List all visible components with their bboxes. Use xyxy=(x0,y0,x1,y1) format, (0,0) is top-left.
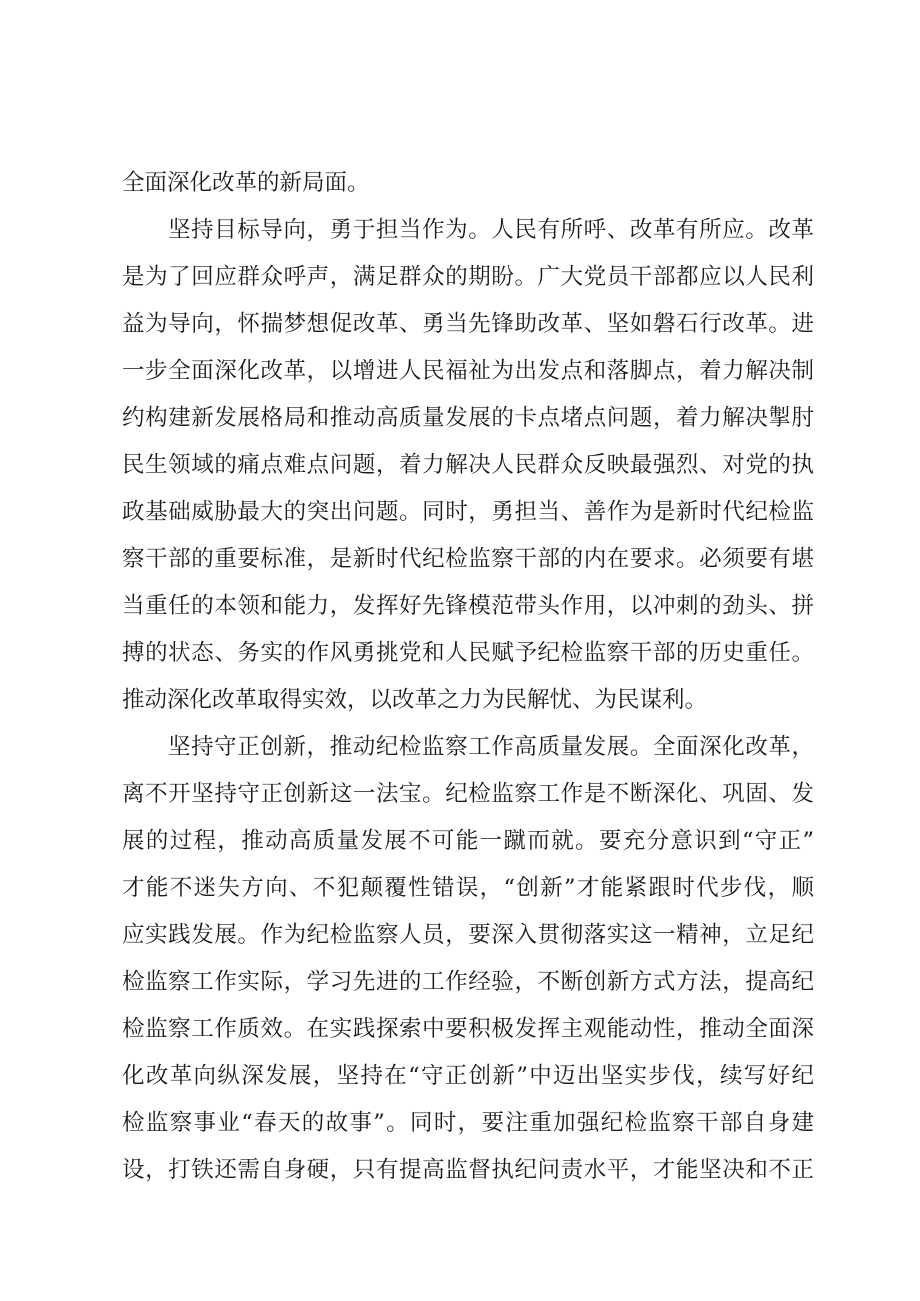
text-line: 检监察工作质效。在实践探索中要积极发挥主观能动性，推动全面深 xyxy=(122,1016,814,1042)
text-line: 检监察事业“春天的故事”。同时，要注重加强纪检监察干部自身建 xyxy=(122,1110,814,1136)
text-line: 应实践发展。作为纪检监察人员，要深入贯彻落实这一精神，立足纪 xyxy=(122,922,814,948)
text-line: 当重任的本领和能力，发挥好先锋模范带头作用，以冲刺的劲头、拼 xyxy=(122,593,814,619)
text-line: 搏的状态、务实的作风勇挑党和人民赋予纪检监察干部的历史重任。 xyxy=(122,640,814,666)
text-line: 民生领域的痛点难点问题，着力解决人民群众反映最强烈、对党的执 xyxy=(122,452,814,478)
text-line: 全面深化改革的新局面。 xyxy=(122,170,370,196)
text-line: 益为导向，怀揣梦想促改革、勇当先锋助改革、坚如磐石行改革。进 xyxy=(122,311,814,337)
text-line: 坚持目标导向，勇于担当作为。人民有所呼、改革有所应。改革 xyxy=(168,217,814,243)
text-line: 是为了回应群众呼声，满足群众的期盼。广大党员干部都应以人民利 xyxy=(122,264,814,290)
text-line: 约构建新发展格局和推动高质量发展的卡点堵点问题，着力解决掣肘 xyxy=(122,405,814,431)
text-line: 政基础威胁最大的突出问题。同时，勇担当、善作为是新时代纪检监 xyxy=(122,499,814,525)
text-line: 设，打铁还需自身硬，只有提高监督执纪问责水平，才能坚决和不正 xyxy=(122,1157,814,1183)
text-line: 一步全面深化改革，以增进人民福祉为出发点和落脚点，着力解决制 xyxy=(122,358,814,384)
text-line: 离不开坚持守正创新这一法宝。纪检监察工作是不断深化、巩固、发 xyxy=(122,781,814,807)
text-line: 推动深化改革取得实效，以改革之力为民解忧、为民谋利。 xyxy=(122,687,708,713)
text-line: 坚持守正创新，推动纪检监察工作高质量发展。全面深化改革， xyxy=(168,734,814,760)
text-line: 展的过程，推动高质量发展不可能一蹴而就。要充分意识到“守正” xyxy=(122,828,814,854)
text-line: 才能不迷失方向、不犯颠覆性错误，“创新”才能紧跟时代步伐，顺 xyxy=(122,875,814,901)
text-line: 检监察工作实际，学习先进的工作经验，不断创新方式方法，提高纪 xyxy=(122,969,814,995)
text-line: 察干部的重要标准，是新时代纪检监察干部的内在要求。必须要有堪 xyxy=(122,546,814,572)
text-line: 化改革向纵深发展，坚持在“守正创新”中迈出坚实步伐，续写好纪 xyxy=(122,1063,814,1089)
